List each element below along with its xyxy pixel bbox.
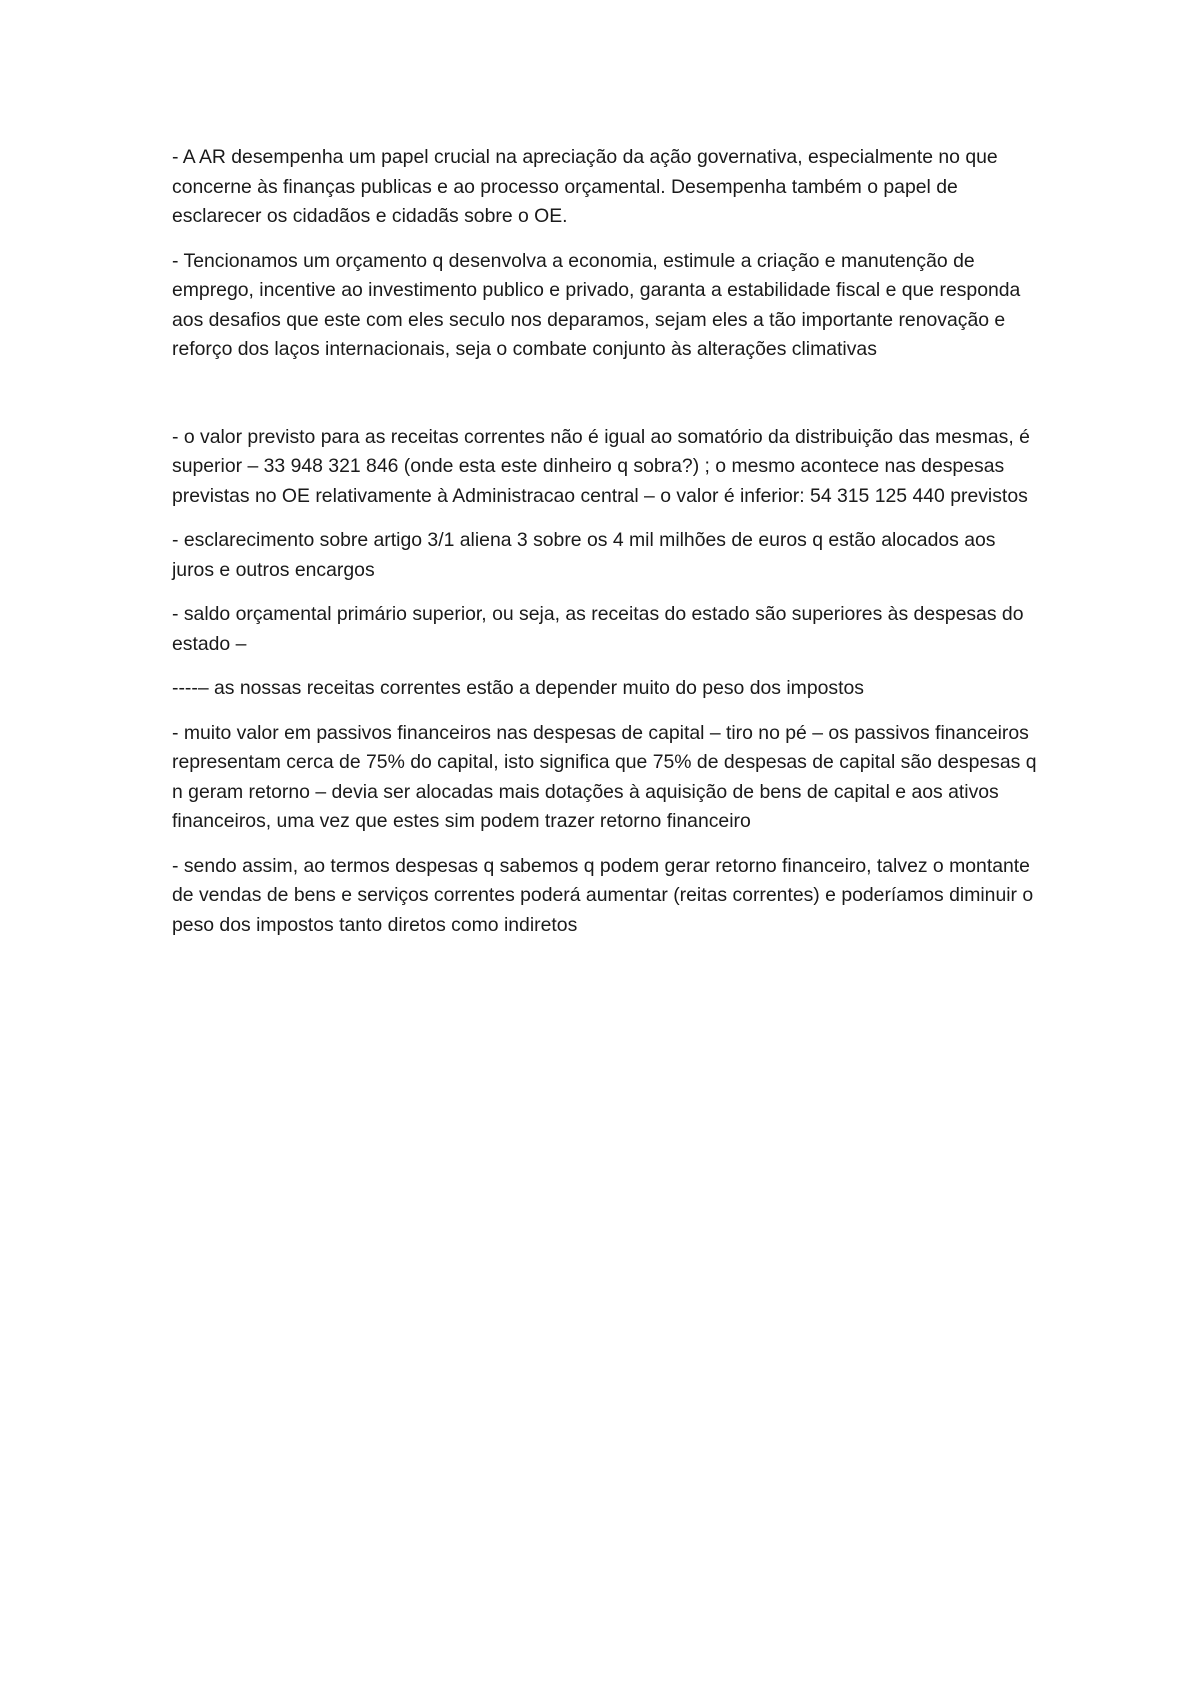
paragraph-primary-balance: - saldo orçamental primário superior, ou seja, as receitas do estado são superiores às despesas do estado – xyxy=(172,603,1024,655)
paragraph-conclusion: - sendo assim, ao termos despesas q sabemos q podem gerar retorno financeiro, talvez o montante de vendas de bens e serviços correntes poderá aumentar (reitas correntes) e poderíamos diminuir o peso dos impostos tanto diretos como indiretos xyxy=(172,854,1034,936)
paragraph-tax-dependence: ----– as nossas receitas correntes estão a depender muito do peso dos impostos xyxy=(172,677,864,699)
paragraph-ar-role: - A AR desempenha um papel crucial na apreciação da ação governativa, especialmente no que concerne às finanças publicas e ao processo orçamental. Desempenha também o papel de esclarecer os cidadãos e cidadãs sobre o OE. xyxy=(172,146,998,227)
paragraph-current-revenue: - o valor previsto para as receitas correntes não é igual ao somatório da distribuição das mesmas, é superior – 33 948 321 846 (onde esta este dinheiro q sobra?) ; o mesmo acontece nas despesas previstas no OE relativamente à Administracao central – o valor é inferior: 54 315 125 440 previstos xyxy=(172,425,1030,507)
paragraph-budget-intent: - Tencionamos um orçamento q desenvolva a economia, estimule a criação e manutenção de emprego, incentive ao investimento publico e privado, garanta a estabilidade fiscal e que responda aos desafios que este com eles seculo nos deparamos, sejam eles a tão importante renovação e reforço dos laços internacionais, seja o combate conjunto às alterações climativas xyxy=(172,249,1021,360)
blank-line xyxy=(172,380,1042,423)
paragraph-article-clarification: - esclarecimento sobre artigo 3/1 aliena 3 sobre os 4 mil milhões de euros q estão alocados aos juros e outros encargos xyxy=(172,529,996,581)
document-body xyxy=(172,143,1042,955)
paragraph-financial-liabilities: - muito valor em passivos financeiros nas despesas de capital – tiro no pé – os passivos financeiros representam cerca de 75% do capital, isto significa que 75% de despesas de capital são despesas q n geram retorno – devia ser alocadas mais dotações à aquisição de bens de capital e aos ativos financeiros, uma vez que estes sim podem trazer retorno financeiro xyxy=(172,721,1037,832)
